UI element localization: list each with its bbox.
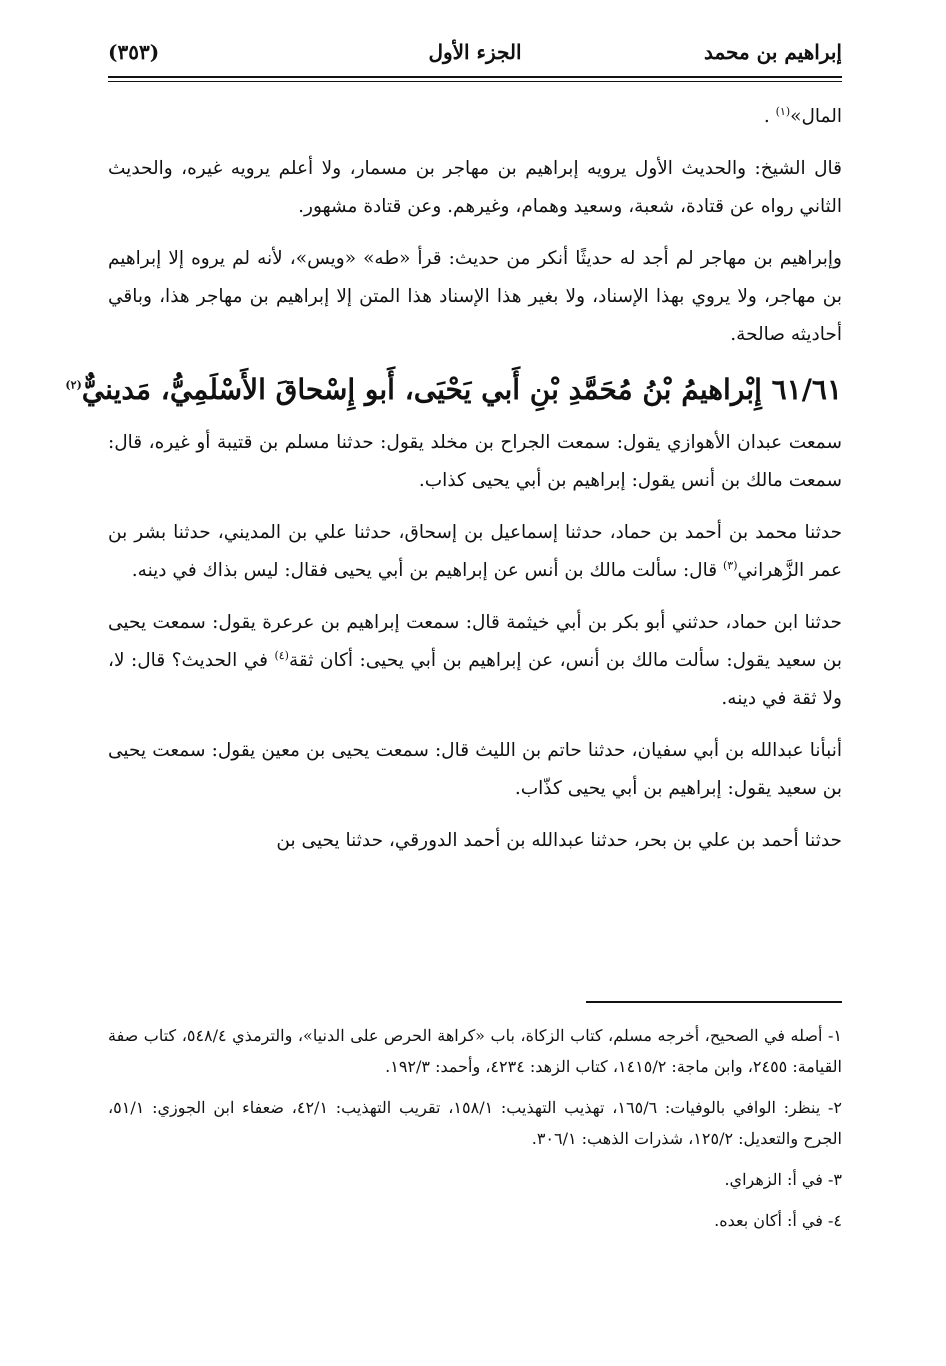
footnote-2: ٢- ينظر: الوافي بالوفيات: ١٦٥/٦، تهذيب التهذيب: ١٥٨/١، تقريب التهذيب: ٤٢/١، ضعفاء ابن الجوزي: ٥١/١، الجرح والتعديل: ١٢٥/٢، شذرات الذهب: ٣٠٦/١.: [108, 1098, 843, 1148]
footnote-ref-2: (٢): [65, 378, 82, 392]
footnotes: [108, 1020, 842, 1236]
paragraph-narration-3: [108, 604, 842, 718]
paragraph-narration-4: أنبأنا عبدالله بن أبي سفيان، حدثنا حاتم بن الليث قال: سمعت يحيى بن معين يقول: سمعت يحيى بن سعيد يقول: إبراهيم بن أبي يحيى كذّاب.: [108, 740, 842, 799]
page-header: [108, 36, 842, 76]
footnote-3: ٣- في أ: الزهراي.: [724, 1170, 842, 1189]
page-number: (٣٥٣): [108, 40, 160, 64]
footnote-ref-3: (٣): [723, 558, 738, 572]
paragraph-narration-5: حدثنا أحمد بن علي بن بحر، حدثنا عبدالله بن أحمد الدورقي، حدثنا يحيى بن: [276, 830, 842, 851]
header-rule-thin: [108, 81, 842, 82]
narration-3-part-b: في الحديث؟ قال: لا، ولا ثقة في دينه.: [108, 650, 842, 709]
header-rule: [108, 76, 842, 78]
footnote-ref-1: (١): [775, 104, 791, 118]
narration-2-part-b: قال: سألت مالك بن أنس عن إبراهيم بن أبي يحيى فقال: ليس بذاك في دينه.: [131, 560, 723, 581]
paragraph-ibrahim-muhajir: وإبراهيم بن مهاجر لم أجد له حديثًا أنكر من حديث: قرأ «طه» «ويس»، لأنه لم يروه إلا إبراهيم بن مهاجر، ولا يروي بهذا الإسناد، ولا بغير هذا الإسناد هذا المتن إلا إبراهيم بن مهاجر هذا، وباقي أحاديثه صالحة.: [108, 248, 842, 345]
entry-heading: [65, 368, 842, 412]
paragraph-continuation: [108, 98, 842, 136]
paragraph-sheikh-comment: قال الشيخ: والحديث الأول يرويه إبراهيم بن مهاجر بن مسمار، ولا أعلم يرويه غيره، والحديث الثاني رواه عن قتادة، شعبة، وسعيد وهمام، وغيرهم. وعن قتادة مشهور.: [108, 158, 842, 217]
main-text: [65, 98, 842, 874]
running-title: إبراهيم بن محمد: [703, 40, 842, 64]
part-title: الجزء الأول: [428, 40, 522, 64]
footnote-ref-4: (٤): [274, 648, 289, 662]
paragraph-narration-2: [108, 514, 842, 590]
footnote-1: ١- أصله في الصحيح، أخرجه مسلم، كتاب الزكاة، باب «كراهة الحرص على الدنيا»، والترمذي ٥٤٨/٤، كتاب صفة القيامة: ٢٤٥٥، وابن ماجة: ١٤١٥/٢، كتاب الزهد: ٤٢٣٤، وأحمد: ١٩٢/٣.: [108, 1026, 842, 1076]
footnote-4: ٤- في أ: أكان بعده.: [714, 1211, 842, 1230]
narration-2-part-a: حدثنا محمد بن أحمد بن حماد، حدثنا إسماعيل بن إسحاق، حدثنا علي بن المديني، حدثنا بشر بن عمر الزَّهراني: [108, 522, 842, 581]
narration-3-part-a: حدثنا ابن حماد، حدثني أبو بكر بن أبي خيثمة قال: سمعت إبراهيم بن عرعرة يقول: سمعت يحيى بن سعيد يقول: سألت مالك بن أنس، عن إبراهيم بن أبي يحيى: أكان ثقة: [108, 612, 842, 671]
continuation-text: المال»: [790, 106, 842, 127]
footnote-rule: [586, 1001, 842, 1003]
entry-heading-text: ٦١/٦١ إِبْراهيمُ بْنُ مُحَمَّدِ بْنِ أَبي يَحْيَى، أَبو إِسْحاقَ الأَسْلَمِيُّ، مَدينيٌّ: [81, 373, 842, 406]
paragraph-narration-1: سمعت عبدان الأهوازي يقول: سمعت الجراح بن مخلد يقول: حدثنا مسلم بن قتيبة أو غيره، قال: سمعت مالك بن أنس يقول: إبراهيم بن أبي يحيى كذاب.: [108, 432, 842, 491]
continuation-end: .: [763, 106, 776, 127]
